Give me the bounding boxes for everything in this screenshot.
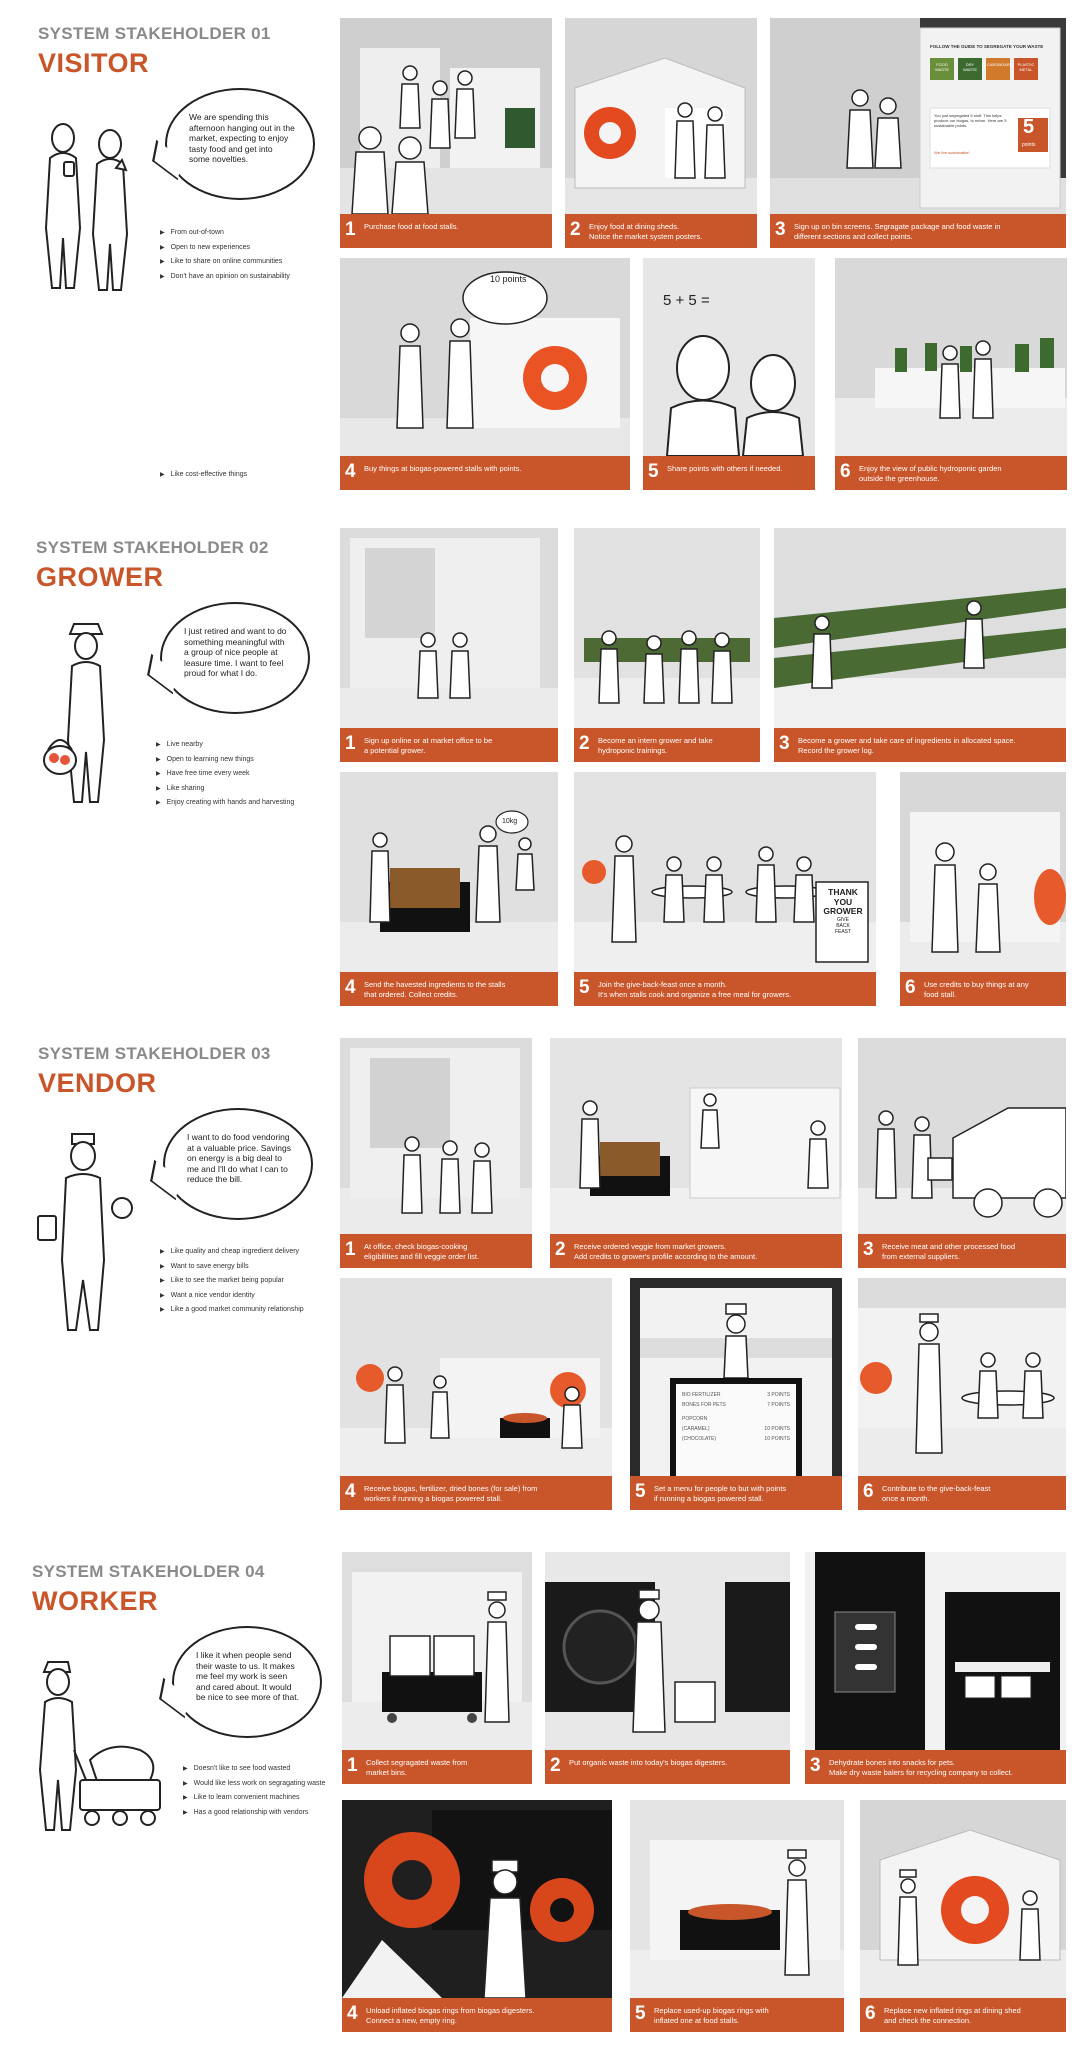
step-caption [340, 972, 558, 1006]
stakeholder-label: SYSTEM STAKEHOLDER 03 [38, 1044, 271, 1063]
step-number: 2 [579, 733, 590, 754]
worker-figure-illustration [30, 1650, 170, 1840]
step-panel [770, 18, 1066, 248]
step-photo [630, 1278, 842, 1476]
step-number: 6 [840, 461, 851, 482]
trait-item: ▶ Like to share on online communities [160, 255, 290, 270]
step-text: Share points with others if needed. [667, 464, 783, 473]
menu-row [682, 1434, 790, 1444]
traits-list [160, 1245, 304, 1318]
step-panel [574, 528, 760, 762]
visitor-figure-illustration [30, 118, 150, 298]
step-text: Receive meat and other processed food from external suppliers. [882, 1242, 1015, 1261]
trait-item: ▶ Open to new experiences [160, 241, 290, 256]
menu-board [682, 1390, 790, 1444]
step-number: 3 [779, 733, 790, 754]
step-number: 4 [345, 1481, 356, 1502]
stakeholder-label: SYSTEM STAKEHOLDER 01 [38, 24, 271, 43]
step-panel [643, 258, 815, 490]
trait-item: ▶ Enjoy creating with hands and harvesting [156, 796, 294, 811]
trait-item: ▶ Like to see the market being popular [160, 1274, 304, 1289]
speech-text: 10 points [490, 274, 527, 284]
menu-price: 7 POINTS [767, 1402, 790, 1408]
step-photo [340, 18, 552, 214]
step-photo [574, 772, 876, 972]
speech-text: 10kg [502, 818, 518, 825]
step-text: Contribute to the give-back-feast once a month. [882, 1484, 991, 1503]
step-caption [643, 456, 815, 490]
quote-bubble [165, 88, 315, 200]
quote-bubble [160, 602, 310, 714]
step-panel [340, 18, 552, 248]
step-number: 1 [345, 219, 356, 240]
stakeholder-worker [0, 1530, 1086, 2048]
step-number: 4 [345, 461, 356, 482]
stakeholder-label: SYSTEM STAKEHOLDER 02 [36, 538, 269, 557]
screen-title: FOLLOW THE GUIDE TO SEGREGATE YOUR WASTE [930, 44, 1044, 49]
step-number: 2 [550, 1755, 561, 1776]
step-panel [835, 258, 1067, 490]
step-panel [565, 18, 757, 248]
step-photo [900, 772, 1066, 972]
menu-price: 10 POINTS [764, 1436, 790, 1442]
step-caption [574, 728, 760, 762]
step-caption [550, 1234, 842, 1268]
step-number: 6 [863, 1481, 874, 1502]
step-caption [770, 214, 1066, 248]
step-photo [340, 528, 558, 728]
step-number: 4 [347, 2003, 358, 2024]
quote-text: I just retired and want to do something meaningful with a group of nice people at leasure time. I want to feel proud for what I do. [184, 626, 287, 678]
step-photo [835, 258, 1067, 456]
step-caption [805, 1750, 1066, 1784]
step-text: At office, check biogas-cooking eligibilities and fill veggie order list. [364, 1242, 480, 1261]
step-photo [340, 258, 630, 456]
step-text: Join the give-back-feast once a month. It's when stalls cook and organize a free meal for growers. [598, 980, 792, 999]
sign-line: THANK [828, 887, 858, 897]
speech-text: 5 + 5 = [663, 292, 710, 309]
trait-item: ▶ From out-of-town [160, 226, 290, 241]
trait-item: ▶ Like sharing [156, 782, 294, 797]
step-panel [340, 772, 558, 1006]
step-photo [858, 1038, 1066, 1234]
step-number: 3 [863, 1239, 874, 1260]
step-caption [565, 214, 757, 248]
screen-message: You just segregated 5 stuff. This helps produce our biogas, to return. Here are 5 sustainable points. [934, 113, 1007, 128]
step-photo [340, 772, 558, 972]
step-caption [342, 1998, 612, 2032]
step-caption [340, 1234, 532, 1268]
step-photo [340, 1278, 612, 1476]
trait-item: ▶ Like cost-effective things [160, 471, 247, 478]
step-caption [900, 972, 1066, 1006]
step-photo [574, 528, 760, 728]
step-caption [630, 1476, 842, 1510]
trait-item: ▶ Don't have an opinion on sustainability [160, 270, 290, 285]
step-text: Collect segragated waste from market bins. [366, 1758, 468, 1777]
trait-item: ▶ Have free time every week [156, 767, 294, 782]
step-panel [858, 1038, 1066, 1268]
step-panel [574, 772, 876, 1006]
step-photo [340, 1038, 532, 1234]
step-text: Sign up online or at market office to be a potential grower. [364, 736, 493, 755]
stakeholder-name: GROWER [36, 562, 164, 592]
step-photo [342, 1552, 532, 1750]
step-caption [545, 1750, 790, 1784]
trait-item: ▶ Want to save energy bills [160, 1260, 304, 1275]
trait-item: ▶ Like a good market community relationship [160, 1303, 304, 1318]
trait-item: ▶ Would like less work on segragating waste [183, 1777, 325, 1792]
points-count: 5 [1023, 116, 1035, 138]
step-caption [340, 728, 558, 762]
step-text: Sign up on bin screens. Segragate package and food waste in different sections and collect points. [794, 222, 1001, 241]
step-panel [545, 1552, 790, 1784]
step-panel [340, 1038, 532, 1268]
step-text: Dehydrate bones into snacks for pets. Make dry waste balers for recycling company to collect. [829, 1758, 1013, 1777]
step-panel [340, 258, 630, 490]
bin-label: DRY WASTE [962, 62, 978, 72]
step-text: Send the havested ingredients to the stalls that ordered. Collect credits. [364, 980, 506, 999]
step-number: 2 [555, 1239, 566, 1260]
step-photo [643, 258, 815, 456]
stakeholder-grower [0, 510, 1086, 1020]
step-number: 5 [648, 461, 659, 482]
step-text: Replace used-up biogas rings with inflated one at food stalls. [654, 2006, 769, 2025]
step-number: 3 [775, 219, 786, 240]
step-caption [774, 728, 1066, 762]
stakeholder-label: SYSTEM STAKEHOLDER 04 [32, 1562, 265, 1581]
quote-text: I like it when people send their waste to us. It makes me feel my work is seen and cared about. It would be nice to see more of that. [196, 1650, 300, 1702]
menu-row [682, 1414, 790, 1424]
step-panel [630, 1278, 842, 1510]
traits-list [183, 1762, 325, 1820]
step-caption [340, 214, 552, 248]
trait-item: ▶ Doesn't like to see food wasted [183, 1762, 325, 1777]
screen-note: We live sustainable! [934, 150, 970, 155]
step-number: 4 [345, 977, 356, 998]
menu-row [682, 1424, 790, 1434]
menu-price: 3 POINTS [767, 1392, 790, 1398]
step-number: 1 [347, 1755, 358, 1776]
step-photo [550, 1038, 842, 1234]
grower-figure-illustration [40, 620, 130, 810]
menu-item: POPCORN [682, 1416, 708, 1422]
step-caption [860, 1998, 1066, 2032]
quote-bubble [172, 1626, 322, 1738]
traits-list [160, 226, 290, 284]
menu-price: 10 POINTS [764, 1426, 790, 1432]
sign-line-small: GIVE [837, 916, 849, 923]
bin-label: PLASTIC METAL [1017, 62, 1035, 72]
step-text: Use credits to buy things at any food stall. [924, 980, 1029, 999]
step-text: Buy things at biogas-powered stalls with points. [364, 464, 522, 473]
bin-label: FOOD WASTE [934, 62, 950, 72]
quote-text: We are spending this afternoon hanging out in the market, expecting to enjoy tasty food and get into some novelties. [189, 112, 295, 164]
stakeholder-name: WORKER [32, 1586, 158, 1616]
step-photo [342, 1800, 612, 1998]
menu-item: (CARAMEL) [682, 1426, 710, 1432]
step-number: 5 [635, 2003, 646, 2024]
step-photo [860, 1800, 1066, 1998]
bin-screen [930, 44, 1054, 49]
trait-item: ▶ Has a good relationship with vendors [183, 1806, 325, 1821]
step-text: Receive ordered veggie from market growers. Add credits to grower's profile according to the amount. [574, 1242, 758, 1261]
step-number: 3 [810, 1755, 821, 1776]
step-number: 1 [345, 1239, 356, 1260]
stakeholder-name: VISITOR [38, 48, 150, 78]
menu-item: BONES FOR PETS [682, 1402, 726, 1408]
points-label: points [1022, 142, 1036, 148]
step-number: 1 [345, 733, 356, 754]
trait-item: ▶ Want a nice vendor identity [160, 1289, 304, 1304]
step-text: Purchase food at food stalls. [364, 222, 459, 231]
step-panel [550, 1038, 842, 1268]
step-text: Put organic waste into today's biogas digesters. [569, 1758, 728, 1767]
traits-list [156, 738, 294, 811]
trait-item: ▶ Open to learning new things [156, 753, 294, 768]
quote-text: I want to do food vendoring at a valuable price. Savings on energy is a big deal to me and I'll do what I can to reduce the bill. [187, 1132, 291, 1184]
stakeholder-name: VENDOR [38, 1068, 157, 1098]
step-panel [630, 1800, 844, 2032]
step-panel [774, 528, 1066, 762]
step-panel [858, 1278, 1066, 1510]
step-caption [342, 1750, 532, 1784]
sign-line-small: FEAST [834, 928, 852, 935]
step-panel [342, 1800, 612, 2032]
step-text: Receive biogas, fertilizer, dried bones (for sale) from workers if running a biogas powered stall. [364, 1484, 538, 1503]
step-panel [860, 1800, 1066, 2032]
step-caption [835, 456, 1067, 490]
step-caption [340, 456, 630, 490]
step-number: 5 [579, 977, 590, 998]
step-text: Enjoy food at dining sheds. Notice the market system posters. [589, 222, 703, 241]
trait-item: ▶ Live nearby [156, 738, 294, 753]
step-photo [774, 528, 1066, 728]
menu-item: (CHOCOLATE) [682, 1436, 717, 1442]
step-photo [545, 1552, 790, 1750]
step-photo [630, 1800, 844, 1998]
quote-bubble [163, 1108, 313, 1220]
menu-row [682, 1390, 790, 1400]
trait-item: ▶ Like quality and cheap ingredient delivery [160, 1245, 304, 1260]
step-caption [858, 1234, 1066, 1268]
step-text: Replace new inflated rings at dining shed and check the connection. [884, 2006, 1021, 2025]
step-photo [805, 1552, 1066, 1750]
step-number: 2 [570, 219, 581, 240]
step-photo [858, 1278, 1066, 1476]
sign-line: YOU [833, 896, 853, 907]
step-caption [574, 972, 876, 1006]
step-panel [805, 1552, 1066, 1784]
step-panel [340, 528, 558, 762]
step-text: Unload inflated biogas rings from biogas digesters. Connect a new, empty ring. [366, 2006, 535, 2025]
vendor-figure-illustration [30, 1130, 140, 1340]
menu-item: BIO FERTILIZER [682, 1392, 721, 1398]
step-caption [858, 1476, 1066, 1510]
step-panel [900, 772, 1066, 1006]
bin-label: CARDBOARD [987, 62, 1013, 67]
step-text: Become a grower and take care of ingredients in allocated space. Record the grower log. [798, 736, 1016, 755]
step-number: 5 [635, 1481, 646, 1502]
step-panel [340, 1278, 612, 1510]
step-caption [630, 1998, 844, 2032]
menu-row [682, 1400, 790, 1410]
step-photo [565, 18, 757, 214]
thank-you-sign [817, 888, 869, 935]
stakeholder-visitor [0, 0, 1086, 510]
step-text: Enjoy the view of public hydroponic garden outside the greenhouse. [859, 464, 1002, 483]
trait-item: ▶ Like to learn convenient machines [183, 1791, 325, 1806]
step-text: Become an intern grower and take hydroponic trainings. [598, 736, 713, 755]
step-panel [342, 1552, 532, 1784]
step-number: 6 [865, 2003, 876, 2024]
step-caption [340, 1476, 612, 1510]
step-number: 6 [905, 977, 916, 998]
stakeholder-vendor [0, 1020, 1086, 1530]
sign-line: GROWER [823, 906, 863, 916]
sign-line-small: BACK [836, 922, 850, 929]
step-text: Set a menu for people to but with points if running a biogas powered stall. [654, 1484, 787, 1503]
